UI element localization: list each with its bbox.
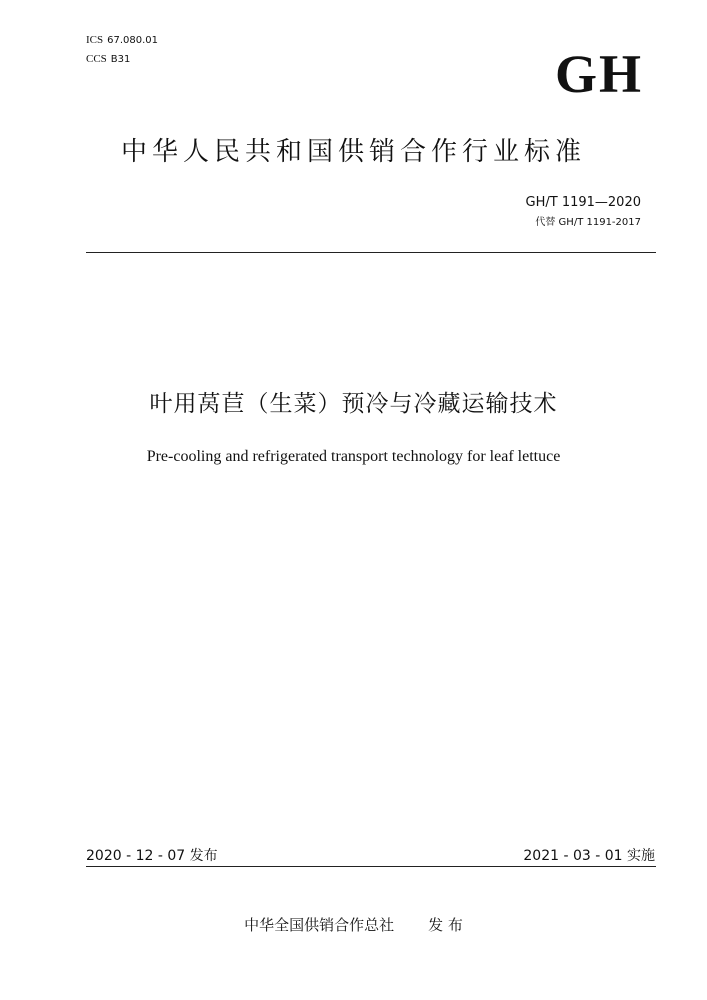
bottom-divider [86, 866, 656, 867]
ccs-label: CCS [86, 53, 107, 65]
ccs-code: B31 [110, 54, 131, 65]
organization-title: 中华人民共和国供销合作行业标准 [120, 137, 586, 167]
publisher-line [0, 915, 707, 935]
publisher-name: 中华全国供销合作总社 [244, 916, 395, 934]
gh-logo: GH [554, 44, 643, 104]
ics-code: 67.080.01 [107, 35, 159, 46]
implement-date: 2021 - 03 - 01 实施 [523, 848, 655, 864]
document-title-chinese: 叶用莴苣（生菜）预冷与冷藏运输技术 [149, 391, 558, 417]
document-title-english: Pre-cooling and refrigerated transport technology for leaf lettuce [146, 448, 561, 465]
ics-line [86, 33, 158, 48]
ics-label: ICS [86, 34, 104, 46]
replaces-note: 代替 GH/T 1191-2017 [535, 217, 641, 228]
standard-number: GH/T 1191—2020 [525, 195, 641, 210]
top-divider [86, 252, 656, 253]
ccs-line [86, 52, 130, 67]
publisher-action: 发 布 [428, 916, 463, 934]
issue-date: 2020 - 12 - 07 发布 [86, 848, 218, 864]
